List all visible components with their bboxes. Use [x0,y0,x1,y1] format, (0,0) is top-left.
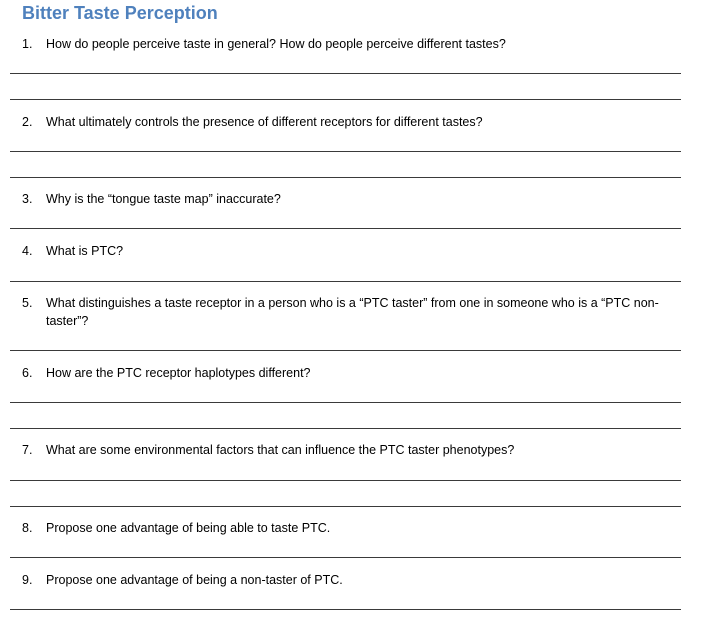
question-number: 5. [22,296,33,310]
question-number: 4. [22,244,33,258]
question-9 [22,571,682,589]
question-text: What are some environmental factors that can influence the PTC taster phenotypes? [46,443,515,457]
question-text: Why is the “tongue taste map” inaccurate? [46,192,281,206]
answer-line[interactable] [10,557,681,558]
question-4 [22,242,682,260]
answer-line[interactable] [10,428,681,429]
answer-line[interactable] [10,281,681,282]
answer-line[interactable] [10,73,681,74]
question-text: How do people perceive taste in general? How do people perceive different tastes? [46,37,506,51]
question-number: 3. [22,192,33,206]
answer-line[interactable] [10,506,681,507]
answer-line[interactable] [10,350,681,351]
question-number: 6. [22,366,33,380]
question-text: What ultimately controls the presence of different receptors for different tastes? [46,115,483,129]
question-3 [22,190,682,208]
answer-line[interactable] [10,177,681,178]
question-8 [22,519,682,537]
answer-line[interactable] [10,609,681,610]
question-number: 9. [22,573,33,587]
question-7 [22,441,682,459]
question-number: 8. [22,521,33,535]
question-6 [22,364,682,382]
answer-line[interactable] [10,151,681,152]
question-1 [22,35,682,53]
question-number: 1. [22,37,33,51]
question-5 [22,294,682,330]
question-text: Propose one advantage of being a non-taster of PTC. [46,573,343,587]
question-text: What is PTC? [46,244,124,258]
answer-line[interactable] [10,480,681,481]
question-text: What distinguishes a taste receptor in a person who is a “PTC taster” from one in someone who is a “PTC non-taster”? [46,296,659,328]
answer-line[interactable] [10,402,681,403]
question-number: 2. [22,115,33,129]
page-title: Bitter Taste Perception [22,3,218,23]
answer-line[interactable] [10,99,681,100]
question-2 [22,113,682,131]
question-number: 7. [22,443,33,457]
answer-line[interactable] [10,228,681,229]
question-text: How are the PTC receptor haplotypes different? [46,366,311,380]
question-text: Propose one advantage of being able to taste PTC. [46,521,331,535]
